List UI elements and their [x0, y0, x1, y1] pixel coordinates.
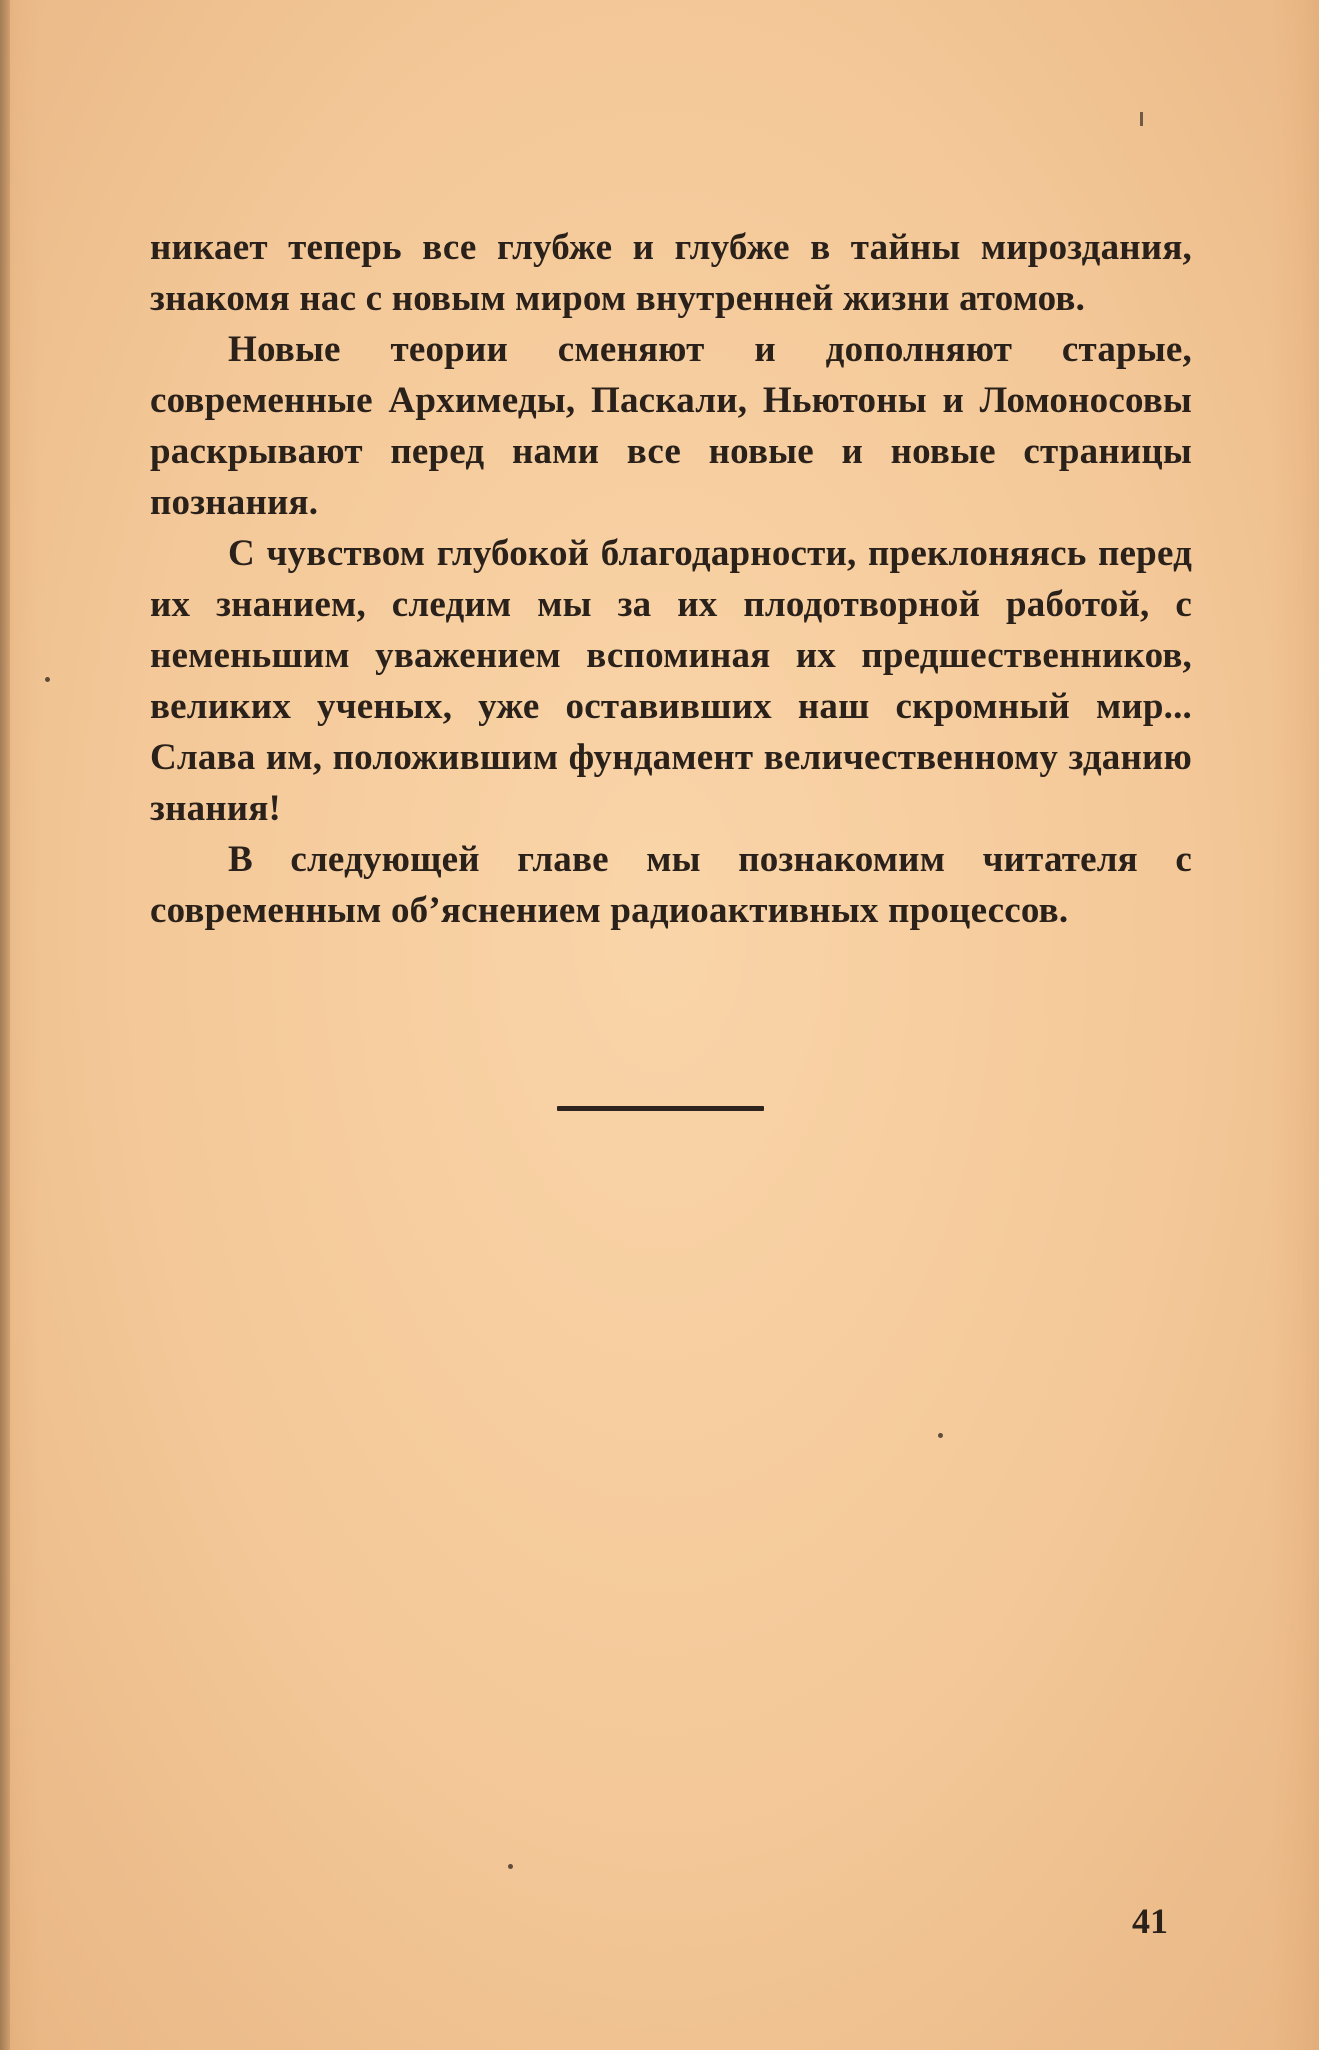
section-divider: [557, 1106, 764, 1111]
body-text: [150, 222, 1192, 936]
paper-speck: [938, 1433, 943, 1438]
paragraph-1: никает теперь все глубже и глубже в тайны мироздания, знакомя нас с новым миром внутренней жизни атомов.: [150, 227, 1192, 319]
paragraph-3: С чувством глубокой благодарности, преклоняясь перед их знанием, следим мы за их плодотворной работой, с неменьшим уважением вспоминая их предшественников, великих ученых, уже оставивших наш скромный мир... Слава им, положившим фундамент величественному зданию знания!: [150, 533, 1192, 829]
page-number: 41: [1132, 1901, 1168, 1941]
paragraph-4: В следующей главе мы познакомим читателя с современным об’яснением радиоактивных процессов.: [150, 839, 1192, 931]
paper-speck: [508, 1864, 513, 1869]
ink-mark: [1140, 112, 1143, 126]
page-binding-edge: [0, 0, 10, 2050]
paper-speck: [45, 677, 50, 682]
paragraph-2: Новые теории сменяют и дополняют старые, современные Архимеды, Паскали, Ньютоны и Ломоносовы раскрывают перед нами все новые и новые страницы познания.: [150, 329, 1192, 523]
